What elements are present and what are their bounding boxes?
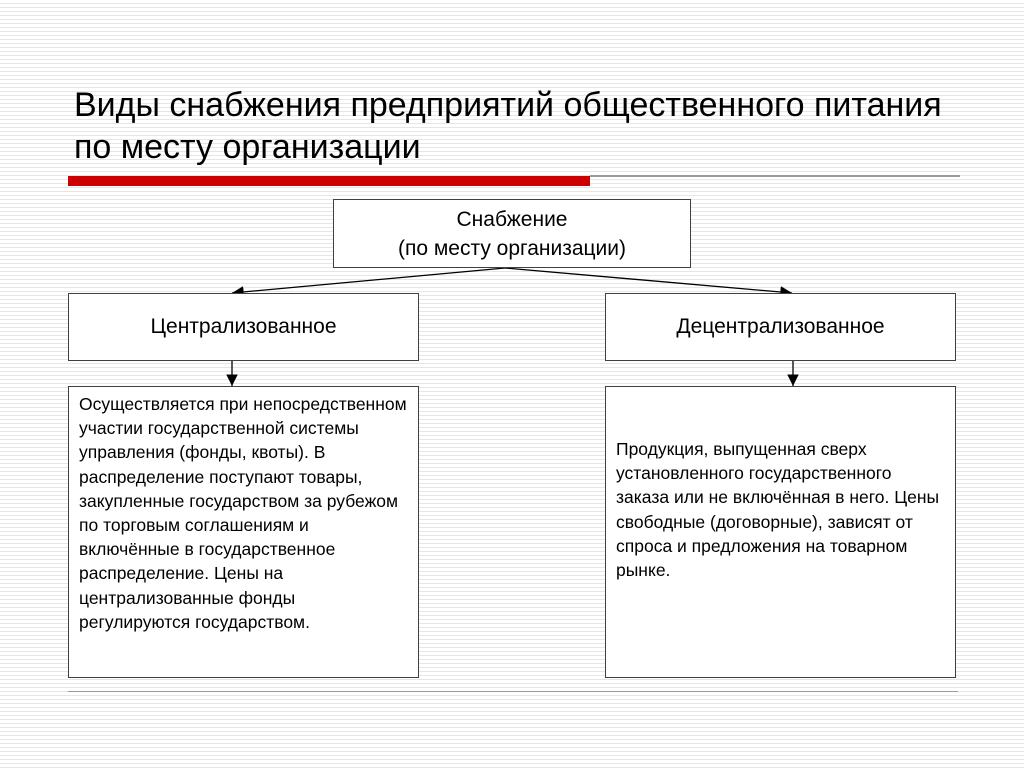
root-node <box>333 199 691 268</box>
arrow-root-to-decentralized <box>505 268 792 293</box>
arrow-root-to-centralized <box>232 268 505 293</box>
category-node-centralized <box>68 293 419 361</box>
description-node-decentralized <box>605 386 956 678</box>
description-node-centralized <box>68 386 419 678</box>
footer-rule <box>68 691 958 692</box>
slide-title: Виды снабжения предприятий общественного питания по месту организации <box>74 86 942 166</box>
root-node-title: Снабжение <box>456 207 568 231</box>
category-label: Децентрализованное <box>676 315 885 338</box>
category-label: Централизованное <box>150 315 337 338</box>
root-node-subtitle: (по месту организации) <box>397 236 627 260</box>
category-node-decentralized <box>605 293 956 361</box>
description-text: Продукция, выпущенная сверх установленного государственного заказа или не включённая в него. Цены свободные (договорные), зависят от спроса и предложения на товарном рынке. <box>616 438 940 580</box>
description-text: Осуществляется при непосредственном участии государственной системы управления (фонды, квоты). В распределение поступают товары, закупленные государством за рубежом по торговым соглашениям и включённые в государственное распределение. Цены на централизованные фонды регулируются государством. <box>79 394 407 632</box>
